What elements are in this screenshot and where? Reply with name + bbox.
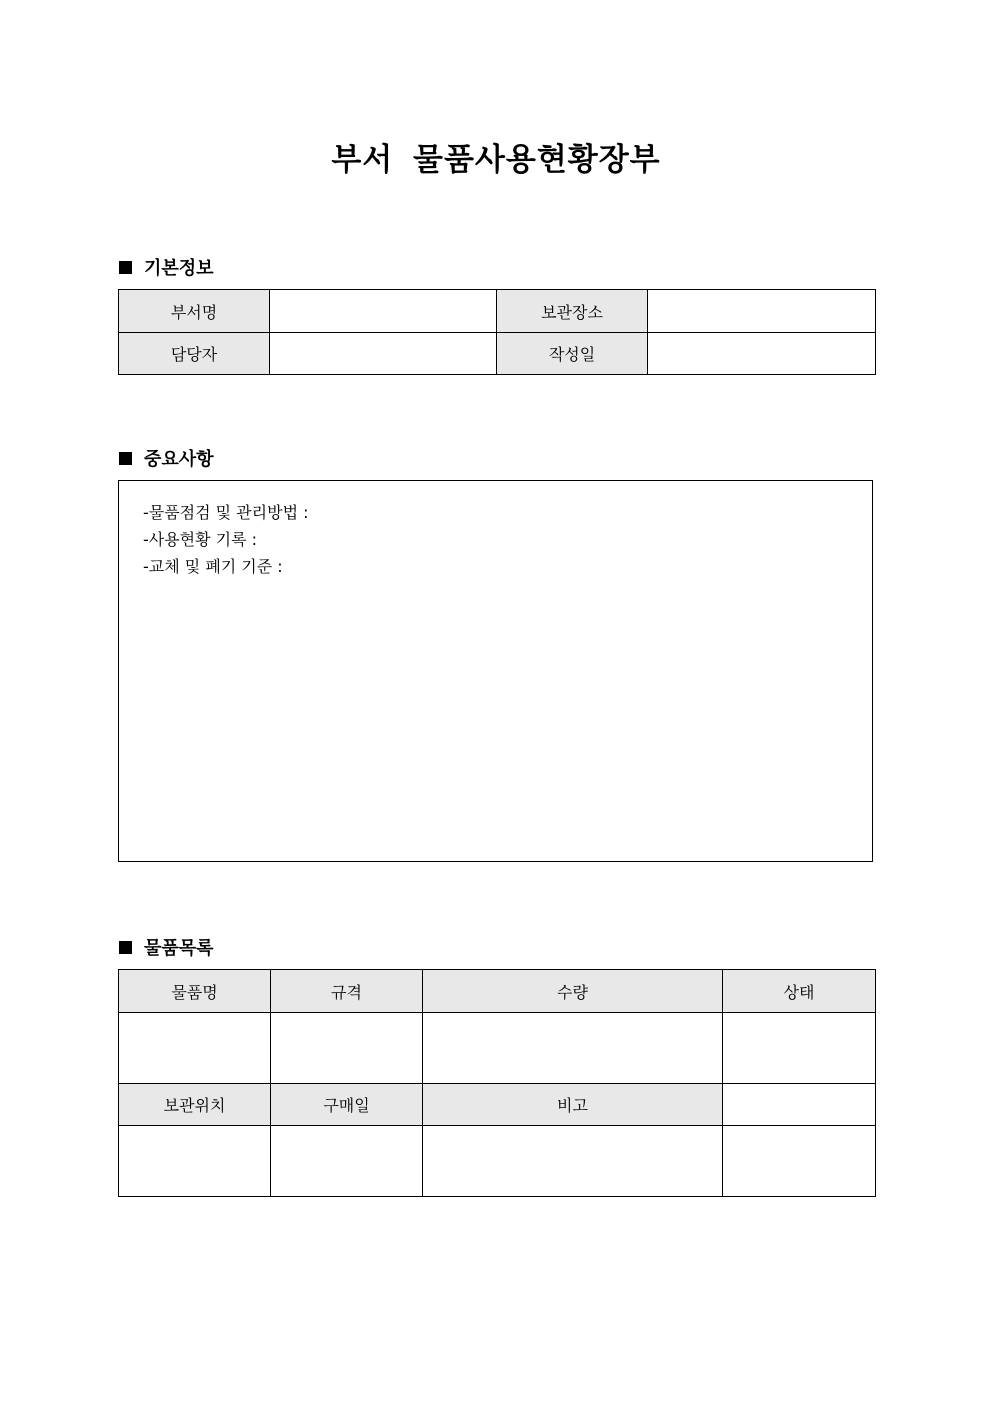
basic-info-table [118,289,876,375]
cell-purchase-date[interactable] [271,1126,423,1197]
cell-spec[interactable] [271,1013,423,1084]
field-department[interactable] [270,290,497,333]
header-status: 상태 [723,970,876,1013]
square-bullet-icon [119,261,132,274]
page-title: 부서 물품사용현황장부 [331,142,661,178]
label-manager: 담당자 [119,333,270,375]
section-heading-important [119,445,214,471]
note-line-replacement: -교체 및 폐기 기준 : [143,557,283,576]
note-line-usage-record: -사용현황 기록 : [143,530,258,549]
cell-quantity[interactable] [423,1013,723,1084]
section-heading-label: 중요사항 [144,449,214,470]
important-notes-box[interactable] [118,480,873,862]
section-heading-label: 기본정보 [144,258,214,279]
section-heading-label: 물품목록 [144,938,214,959]
header-quantity: 수량 [423,970,723,1013]
header-purchase-date: 구매일 [271,1084,423,1126]
field-manager[interactable] [270,333,497,375]
header-spec: 규격 [271,970,423,1013]
header-remarks: 비고 [423,1084,723,1126]
item-list-table [118,969,876,1197]
cell-item-name[interactable] [119,1013,271,1084]
field-storage-place[interactable] [648,290,876,333]
cell-blank-header[interactable] [723,1084,876,1126]
label-department: 부서명 [119,290,270,333]
section-heading-basic-info [119,254,214,280]
label-storage-place: 보관장소 [497,290,648,333]
note-line-inspection: -물품점검 및 관리방법 : [143,503,309,522]
cell-remarks[interactable] [423,1126,723,1197]
header-item-name: 물품명 [119,970,271,1013]
cell-blank[interactable] [723,1126,876,1197]
section-heading-item-list [119,934,214,960]
square-bullet-icon [119,452,132,465]
square-bullet-icon [119,941,132,954]
cell-storage-location[interactable] [119,1126,271,1197]
header-storage-location: 보관위치 [119,1084,271,1126]
label-created-date: 작성일 [497,333,648,375]
field-created-date[interactable] [648,333,876,375]
cell-status[interactable] [723,1013,876,1084]
